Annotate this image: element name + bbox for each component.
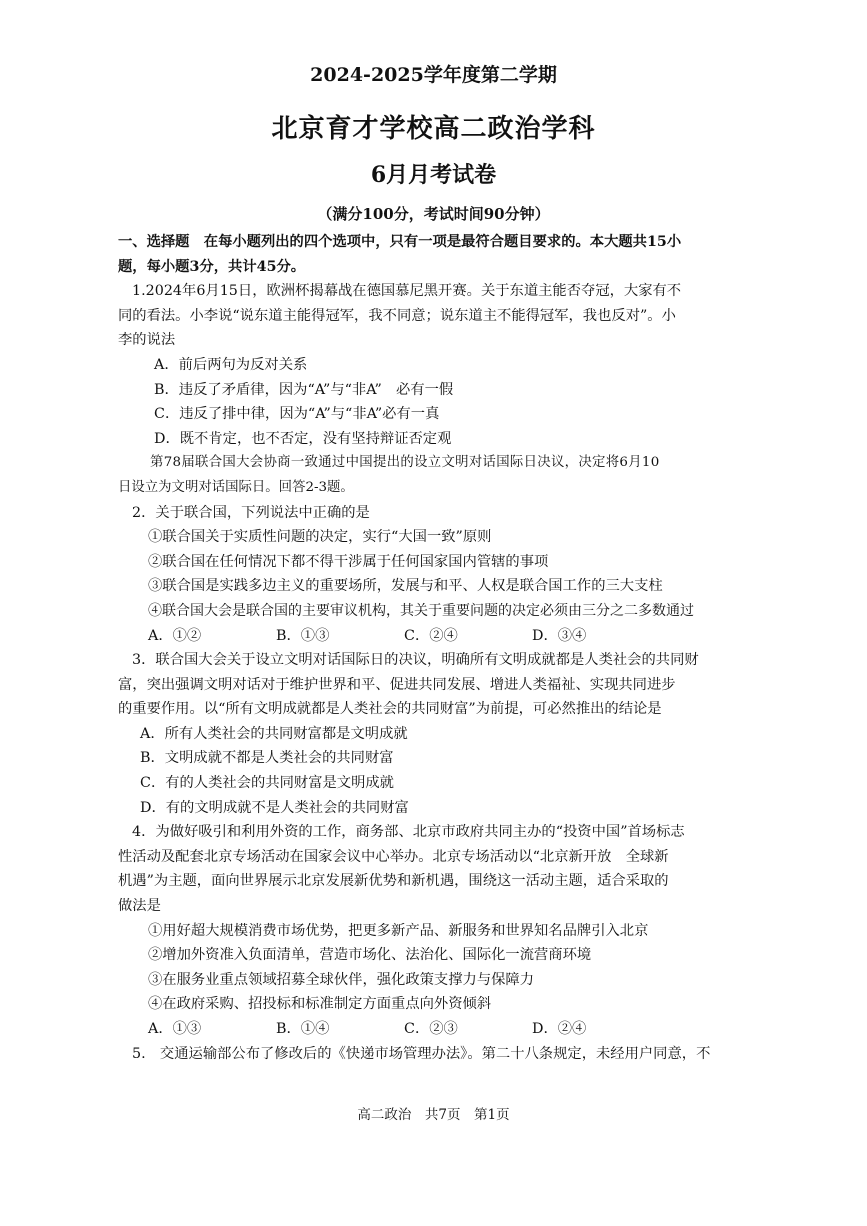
question-4-option-c: C．②③ (404, 1021, 458, 1037)
question-5-stem: 5. 交通运输部公布了修改后的《快递市场管理办法》。第二十八条规定，未经用户同意，不 (132, 1045, 711, 1062)
question-2-item: ②联合国在任何情况下都不得干涉属于任何国家国内管辖的事项 (148, 553, 549, 570)
question-2-option-d: D．③④ (532, 627, 587, 644)
question-1-option-c: C．违反了排中律，因为“A”与“非A”必有一真 (154, 406, 440, 423)
question-1-stem: 同的看法。小李说“说东道主能得冠军，我不同意；说东道主不能得冠军，我也反对”。小 (118, 307, 676, 324)
question-2-option-a: A．①② (148, 627, 202, 644)
question-4-stem: 4．为做好吸引和利用外资的工作，商务部、北京市政府共同主办的“投资中国”首场标志 (132, 824, 685, 841)
section-heading-line2: 题，每小题3分，共计45分。 (118, 258, 306, 275)
page-footer: 高二政治 共7页 第1页 (357, 1107, 510, 1123)
question-2-options (118, 624, 750, 649)
question-1-option-b: B．违反了矛盾律，因为“A”与“非A” 必有一假 (154, 381, 454, 398)
question-4-stem: 做法是 (118, 898, 161, 915)
exam-title: 6月月考试卷 (370, 162, 497, 188)
question-4-option-b: B．①④ (276, 1021, 330, 1037)
question-3 (118, 648, 750, 820)
exam-info: （满分100分，考试时间90分钟） (317, 205, 550, 223)
question-3-option-d: D．有的文明成就不是人类社会的共同财富 (140, 799, 409, 816)
term-title: 2024-2025学年度第二学期 (310, 64, 557, 86)
question-4-option-a: A．①③ (148, 1021, 202, 1037)
material-intro-line1: 第78届联合国大会协商一致通过中国提出的设立文明对话国际日决议，决定将6月10 (150, 455, 660, 471)
school-title: 北京育才学校高二政治学科 (271, 114, 596, 144)
question-4 (118, 820, 750, 1041)
question-1-option-a: A．前后两句为反对关系 (154, 356, 308, 373)
question-4-option-d: D．②④ (532, 1021, 587, 1037)
question-4-stem: 性活动及配套北京专场活动在国家会议中心举办。北京专场活动以“北京新开放 全球新 (118, 848, 669, 865)
question-4-item: ③在服务业重点领域招募全球伙伴，强化政策支撑力与保障力 (148, 971, 535, 988)
question-3-option-a: A．所有人类社会的共同财富都是文明成就 (140, 725, 408, 742)
question-1-option-d: D．既不肯定，也不否定，没有坚持辩证否定观 (154, 430, 452, 447)
question-3-stem: 的重要作用。以“所有文明成就都是人类社会的共同财富”为前提，可必然推出的结论是 (118, 701, 662, 718)
question-2-item: ①联合国关于实质性问题的决定，实行“大国一致”原则 (148, 529, 492, 546)
question-3-stem: 富，突出强调文明对话对于维护世界和平、促进共同发展、增进人类福祉、实现共同进步 (118, 676, 676, 693)
question-2-item: ④联合国大会是联合国的主要审议机构，其关于重要问题的决定必须由三分之二多数通过 (148, 602, 694, 619)
question-4-item: ②增加外资准入负面清单，营造市场化、法治化、国际化一流营商环境 (148, 947, 592, 964)
question-2 (118, 501, 750, 649)
question-4-options (118, 1017, 750, 1042)
question-3-option-b: B．文明成就不都是人类社会的共同财富 (140, 750, 394, 767)
section-heading-line1: 一、选择题 在每小题列出的四个选项中，只有一项是最符合题目要求的。本大题共15小 (118, 234, 682, 250)
question-4-stem: 机遇”为主题，面向世界展示北京发展新优势和新机遇，围绕这一活动主题，适合采取的 (118, 873, 669, 890)
material-intro-line2: 日设立为文明对话国际日。回答2-3题。 (118, 479, 354, 495)
question-2-item: ③联合国是实践多边主义的重要场所，发展与和平、人权是联合国工作的三大支柱 (148, 578, 663, 595)
question-4-item: ④在政府采购、招投标和标准制定方面重点向外资倾斜 (148, 996, 492, 1013)
exam-body (118, 230, 750, 1066)
question-2-stem: 2．关于联合国，下列说法中正确的是 (132, 504, 370, 521)
question-1 (118, 279, 750, 451)
question-1-stem: 李的说法 (118, 332, 176, 349)
question-4-item: ①用好超大规模消费市场优势，把更多新产品、新服务和世界知名品牌引入北京 (148, 922, 649, 939)
question-2-option-c: C．②④ (404, 627, 458, 644)
question-3-option-c: C．有的人类社会的共同财富是文明成就 (140, 775, 394, 792)
question-2-option-b: B．①③ (276, 627, 330, 644)
question-1-stem: 1.2024年6月15日，欧洲杯揭幕战在德国慕尼黑开赛。关于东道主能否夺冠，大家有不 (132, 283, 682, 300)
question-3-stem: 3．联合国大会关于设立文明对话国际日的决议，明确所有文明成就都是人类社会的共同财 (132, 652, 699, 669)
